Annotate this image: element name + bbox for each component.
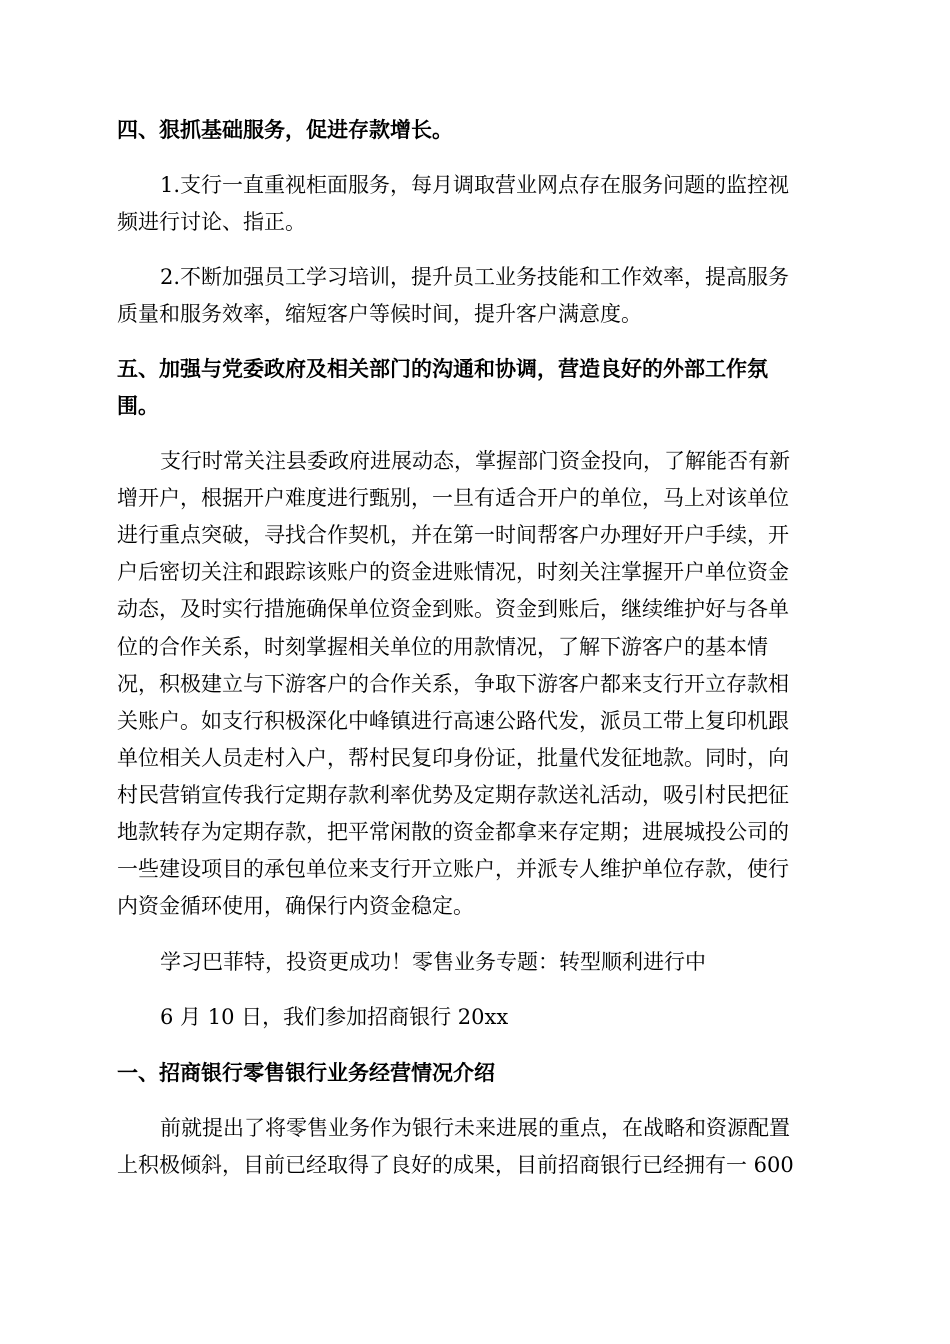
- section-5-body-line-7: 况，积极建立与下游客户的合作关系，争取下游客户都来支行开立存款相: [117, 672, 789, 696]
- section-5-body-line-13: 内资金循环使用，确保行内资金稳定。: [117, 894, 474, 918]
- article-date-line: 6 月 10 日，我们参加招商银行 20xx: [160, 1005, 509, 1029]
- section-5-body-line-11: 地款转存为定期存款，把平常闲散的资金都拿来存定期；进展城投公司的: [117, 820, 789, 844]
- section-4-paragraph-1-line-1: 1.支行一直重视柜面服务，每月调取营业网点存在服务问题的监控视: [160, 173, 790, 197]
- article-heading-1: 一、招商银行零售银行业务经营情况介绍: [117, 1060, 495, 1085]
- article-body-line-2: 上积极倾斜，目前已经取得了良好的成果，目前招商银行已经拥有一 600: [117, 1153, 794, 1177]
- section-4-paragraph-2-line-1: 2.不断加强员工学习培训，提升员工业务技能和工作效率，提高服务: [160, 265, 790, 289]
- article-body-line-1: 前就提出了将零售业务作为银行未来进展的重点，在战略和资源配置: [160, 1116, 790, 1140]
- section-4-paragraph-1-line-2: 频进行讨论、指正。: [117, 210, 306, 234]
- section-5-body-line-8: 关账户。如支行积极深化中峰镇进行高速公路代发，派员工带上复印机跟: [117, 709, 789, 733]
- section-5-body-line-1: 支行时常关注县委政府进展动态，掌握部门资金投向，了解能否有新: [160, 449, 790, 473]
- section-5-body-line-5: 动态，及时实行措施确保单位资金到账。资金到账后，继续维护好与各单: [117, 597, 789, 621]
- section-5-heading-line-2: 围。: [117, 393, 159, 418]
- section-4-paragraph-2-line-2: 质量和服务效率，缩短客户等候时间，提升客户满意度。: [117, 302, 642, 326]
- section-5-body-line-12: 一些建设项目的承包单位来支行开立账户，并派专人维护单位存款，使行: [117, 857, 789, 881]
- article-title-line: 学习巴菲特，投资更成功！零售业务专题：转型顺利进行中: [160, 950, 706, 974]
- section-5-heading-line-1: 五、加强与党委政府及相关部门的沟通和协调，营造良好的外部工作氛: [117, 356, 768, 381]
- section-5-body-line-9: 单位相关人员走村入户，帮村民复印身份证，批量代发征地款。同时，向: [117, 746, 789, 770]
- section-5-body-line-2: 增开户，根据开户难度进行甄别，一旦有适合开户的单位，马上对该单位: [117, 486, 789, 510]
- section-5-body-line-4: 户后密切关注和跟踪该账户的资金进账情况，时刻关注掌握开户单位资金: [117, 560, 789, 584]
- section-5-body-line-3: 进行重点突破，寻找合作契机，并在第一时间帮客户办理好开户手续，开: [117, 523, 789, 547]
- section-4-heading: 四、狠抓基础服务，促进存款增长。: [117, 117, 453, 142]
- section-5-body-line-6: 位的合作关系，时刻掌握相关单位的用款情况，了解下游客户的基本情: [117, 635, 768, 659]
- section-5-body-line-10: 村民营销宣传我行定期存款利率优势及定期存款送礼活动，吸引村民把征: [117, 783, 789, 807]
